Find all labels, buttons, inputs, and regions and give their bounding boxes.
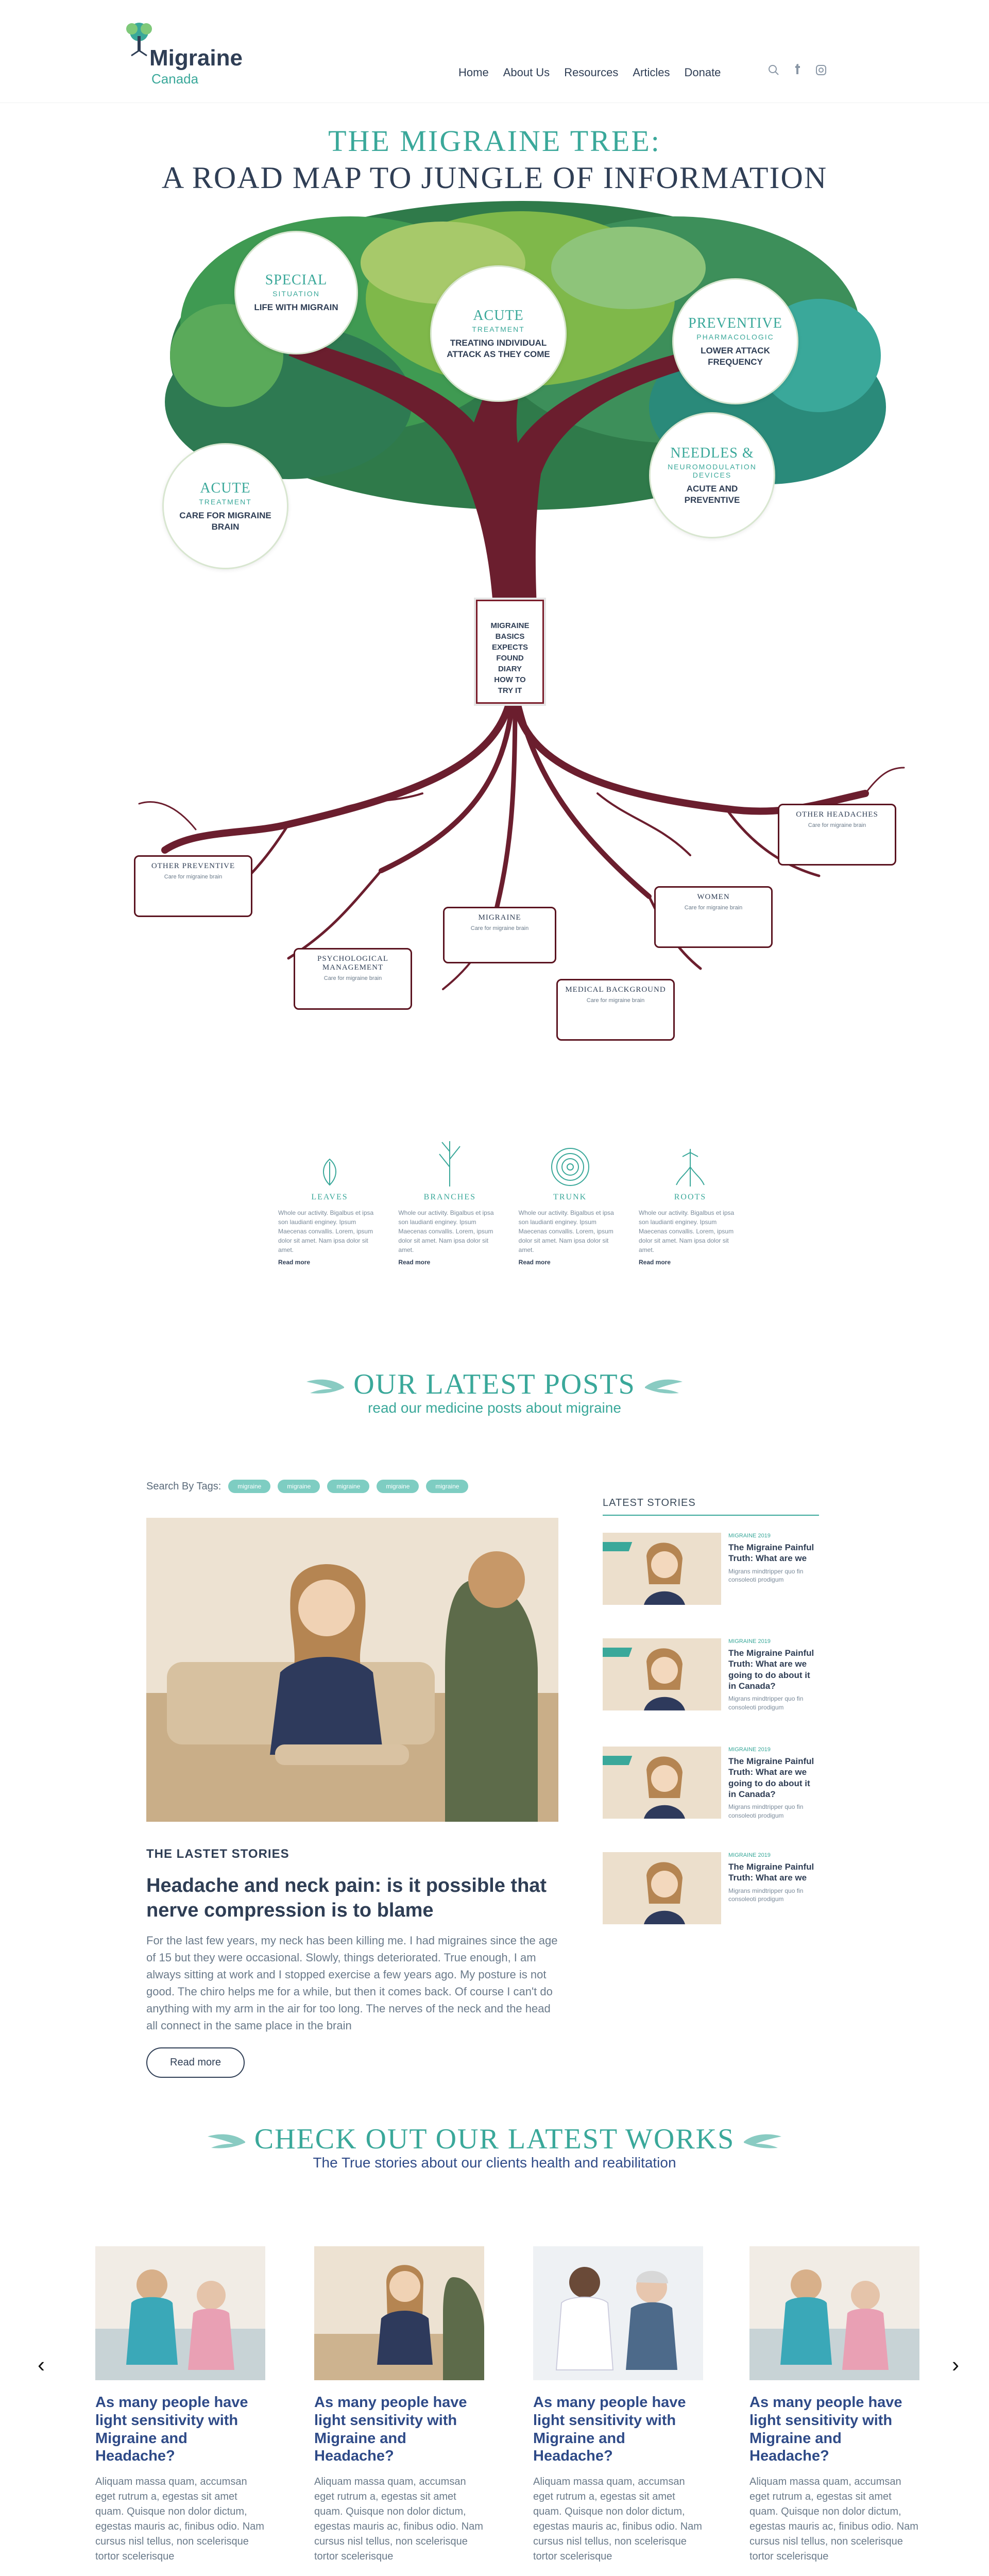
nav-articles[interactable]: Articles [633, 66, 670, 79]
root-migraine[interactable] [443, 907, 556, 963]
migraine-tree [134, 185, 907, 1061]
work-card[interactable] [749, 2246, 919, 2564]
wing-left-icon [205, 2131, 246, 2152]
root-title: MEDICAL BACKGROUND [565, 986, 666, 994]
root-title: OTHER PREVENTIVE [151, 862, 235, 870]
migraine-basics-sign[interactable] [474, 598, 546, 706]
works-title: CHECK OUT OUR LATEST WORKS [254, 2123, 735, 2155]
legend-leaves [278, 1131, 381, 1266]
tag-chip[interactable]: migraine [377, 1480, 419, 1493]
root-title: MIGRAINE [478, 913, 521, 922]
story-ribbon [603, 1648, 632, 1657]
posts-title: OUR LATEST POSTS [353, 1368, 636, 1400]
posts-heading [0, 1368, 989, 1416]
legend-read-more[interactable]: Read more [278, 1259, 311, 1266]
legend-desc: Whole our activity. Bigalbus et ipsa son laudianti enginey. Ipsum Maecenas convallis. Lorem, ipsum dolor sit amet. Nam ipsa dolor sit amet. [398, 1209, 494, 1253]
story-ribbon [603, 1542, 632, 1551]
root-desc: Care for migraine brain [323, 975, 382, 981]
bubble-special-situation[interactable] [234, 231, 358, 354]
story-item[interactable] [603, 1852, 819, 1924]
latest-stories-title: LATEST STORIES [603, 1497, 696, 1509]
story-item[interactable] [603, 1638, 819, 1710]
bubble-acute-treatment[interactable] [430, 265, 567, 402]
bubble-sub: TREATMENT [199, 498, 252, 506]
tag-filter [146, 1480, 468, 1493]
bubble-desc: TREATING INDIVIDUAL ATTACK AS THEY COME [447, 338, 550, 359]
story-date: MIGRAINE 2019 [728, 1747, 771, 1753]
bubble-desc: ACUTE AND PREVENTIVE [684, 484, 740, 505]
roots-icon [672, 1146, 708, 1188]
story-desc: Migrans mindtripper quo fin consoleoti prodigum [728, 1803, 804, 1819]
header-icons [768, 64, 827, 76]
tree-title-line1: THE MIGRAINE TREE: [328, 124, 661, 158]
bubble-title: SPECIAL [265, 272, 328, 289]
sign-line: EXPECTS [491, 643, 528, 652]
trunk-icon [550, 1146, 591, 1188]
root-women[interactable] [654, 886, 773, 948]
story-title: The Migraine Painful Truth: What are we [728, 1543, 814, 1564]
bubble-acute-care[interactable] [162, 443, 288, 569]
bubble-title: PREVENTIVE [688, 315, 782, 332]
legend-trunk [519, 1131, 622, 1266]
story-thumb [603, 1533, 721, 1605]
bubble-needles[interactable] [649, 412, 775, 538]
posts-subtitle: read our medicine posts about migraine [368, 1400, 621, 1416]
tree-title [0, 124, 989, 196]
legend-title: TRUNK [553, 1193, 587, 1201]
tag-chip[interactable]: migraine [426, 1480, 468, 1493]
wing-right-icon [743, 2131, 784, 2152]
work-card[interactable] [95, 2246, 265, 2564]
story-item[interactable] [603, 1533, 819, 1605]
story-thumb [603, 1852, 721, 1924]
work-card[interactable] [314, 2246, 484, 2564]
story-title: The Migraine Painful Truth: What are we going to do about it in Canada? [728, 1756, 814, 1799]
work-card[interactable] [533, 2246, 703, 2564]
feature-kicker: THE LASTET STORIES [146, 1847, 289, 1861]
legend-branches [398, 1131, 501, 1266]
root-title: WOMEN [697, 893, 730, 901]
work-card-image [314, 2246, 484, 2380]
root-desc: Care for migraine brain [684, 905, 743, 911]
work-card-text: Aliquam massa quam, accumsan eget rutrum a, egestas sit amet quam. Quisque non dolor dictum, egestas mauris ac, finibus odio. Nam cursus nisl tellus, non scelerisque tortor scelerisque [749, 2476, 918, 2563]
feature-read-more-button[interactable]: Read more [146, 2047, 245, 2078]
feature-post [146, 1847, 558, 2078]
bubble-sub: NEUROMODULATION DEVICES [668, 463, 757, 480]
bubble-desc: CARE FOR MIGRAINE BRAIN [179, 511, 271, 532]
root-medical-background[interactable] [556, 979, 675, 1041]
bubble-sub: TREATMENT [472, 325, 525, 334]
search-icon[interactable] [768, 64, 780, 76]
root-desc: Care for migraine brain [164, 874, 223, 880]
story-item[interactable] [603, 1747, 819, 1819]
sign-line: HOW TO [494, 675, 526, 684]
wing-left-icon [304, 1377, 345, 1397]
root-other-headaches[interactable] [778, 804, 896, 866]
legend-title: BRANCHES [423, 1193, 476, 1201]
legend-read-more[interactable]: Read more [638, 1259, 671, 1266]
work-card-title: As many people have light sensitivity with Migraine and Headache? [95, 2394, 248, 2465]
work-card-image [533, 2246, 703, 2380]
legend-desc: Whole our activity. Bigalbus et ipsa son laudianti enginey. Ipsum Maecenas convallis. Lorem, ipsum dolor sit amet. Nam ipsa dolor sit amet. [278, 1209, 374, 1253]
tag-filter-label: Search By Tags: [146, 1480, 221, 1492]
bubble-sub: PHARMACOLOGIC [696, 333, 774, 342]
story-title: The Migraine Painful Truth: What are we going to do about it in Canada? [728, 1648, 814, 1691]
work-card-text: Aliquam massa quam, accumsan eget rutrum a, egestas sit amet quam. Quisque non dolor dictum, egestas mauris ac, finibus odio. Nam cursus nisl tellus, non scelerisque tortor scelerisque [95, 2476, 264, 2563]
bubble-title: NEEDLES & [670, 445, 754, 462]
bubble-preventive[interactable] [672, 278, 798, 404]
root-desc: Care for migraine brain [808, 822, 866, 828]
work-card-image [749, 2246, 919, 2380]
sign-line: MIGRAINE [490, 621, 530, 630]
legend-read-more[interactable]: Read more [398, 1259, 431, 1266]
bubble-desc: LIFE WITH MIGRAIN [254, 302, 338, 313]
root-psychological[interactable] [294, 948, 412, 1010]
wing-right-icon [644, 1377, 685, 1397]
tree-title-line2: A ROAD MAP TO JUNGLE OF INFORMATION [161, 161, 828, 195]
sign-line: FOUND [496, 654, 524, 663]
branch-icon [432, 1136, 468, 1188]
story-date: MIGRAINE 2019 [728, 1638, 771, 1645]
nav-resources[interactable]: Resources [564, 66, 619, 79]
story-desc: Migrans mindtripper quo fin consoleoti prodigum [728, 1887, 804, 1903]
story-ribbon [603, 1756, 632, 1765]
nav-donate[interactable]: Donate [684, 66, 721, 79]
story-thumb [603, 1638, 721, 1710]
instagram-icon[interactable] [815, 64, 827, 76]
feature-title[interactable]: Headache and neck pain: is it possible that nerve compression is to blame [146, 1875, 547, 1921]
tag-chip[interactable]: migraine [327, 1480, 369, 1493]
story-date: MIGRAINE 2019 [728, 1852, 771, 1858]
bubble-desc: LOWER ATTACK FREQUENCY [701, 346, 770, 367]
root-desc: Care for migraine brain [470, 925, 529, 931]
work-card-image [95, 2246, 265, 2380]
main-nav [458, 66, 721, 79]
feature-photo [146, 1518, 558, 1822]
sign-line: TRY IT [498, 686, 522, 695]
latest-stories-divider [603, 1515, 819, 1516]
facebook-icon[interactable] [791, 64, 804, 76]
work-card-text: Aliquam massa quam, accumsan eget rutrum a, egestas sit amet quam. Quisque non dolor dictum, egestas mauris ac, finibus odio. Nam cursus nisl tellus, non scelerisque tortor scelerisque [533, 2476, 702, 2563]
work-card-text: Aliquam massa quam, accumsan eget rutrum a, egestas sit amet quam. Quisque non dolor dictum, egestas mauris ac, finibus odio. Nam cursus nisl tellus, non scelerisque tortor scelerisque [314, 2476, 483, 2563]
story-desc: Migrans mindtripper quo fin consoleoti prodigum [728, 1695, 804, 1711]
tree-legend [278, 1131, 742, 1266]
legend-roots [639, 1131, 742, 1266]
legend-desc: Whole our activity. Bigalbus et ipsa son laudianti enginey. Ipsum Maecenas convallis. Lorem, ipsum dolor sit amet. Nam ipsa dolor sit amet. [638, 1209, 735, 1253]
work-card-title: As many people have light sensitivity with Migraine and Headache? [749, 2394, 902, 2465]
work-card-title: As many people have light sensitivity with Migraine and Headache? [533, 2394, 686, 2465]
leaf-icon [317, 1157, 343, 1188]
root-title: PSYCHOLOGICAL MANAGEMENT [317, 955, 388, 972]
works-subtitle: The True stories about our clients health and reabilitation [313, 2155, 676, 2171]
story-thumb [603, 1747, 721, 1819]
nav-home[interactable]: Home [458, 66, 489, 79]
sign-line: BASICS [495, 632, 525, 641]
story-desc: Migrans mindtripper quo fin consoleoti prodigum [728, 1567, 804, 1584]
legend-read-more[interactable]: Read more [518, 1259, 551, 1266]
brand-sub: Canada [151, 71, 199, 87]
logo[interactable] [124, 21, 258, 88]
tag-chip[interactable]: migraine [278, 1480, 320, 1493]
sign-line: DIARY [498, 665, 522, 673]
bubble-sub: SITUATION [272, 290, 320, 298]
works-prev-arrow[interactable]: ‹ [38, 2352, 45, 2377]
nav-about[interactable]: About Us [503, 66, 550, 79]
legend-desc: Whole our activity. Bigalbus et ipsa son laudianti enginey. Ipsum Maecenas convallis. Lorem, ipsum dolor sit amet. Nam ipsa dolor sit amet. [518, 1209, 614, 1253]
tag-chip[interactable]: migraine [228, 1480, 270, 1493]
legend-title: LEAVES [311, 1193, 348, 1201]
works-heading [0, 2123, 989, 2171]
story-title: The Migraine Painful Truth: What are we [728, 1862, 814, 1883]
root-other-preventive[interactable] [134, 855, 252, 917]
works-next-arrow[interactable]: › [952, 2352, 959, 2377]
site-header [0, 0, 989, 103]
story-date: MIGRAINE 2019 [728, 1533, 771, 1539]
feature-text: For the last few years, my neck has been killing me. I had migraines since the age of 15 but they were occasional. Slowly, things deteriorated. True enough, I am always sitting at work and I stopped exercise a few years ago. My posture is not good. The chiro helps me for a while, but then it comes back. Of course I can't do anything with my arm in the air for too long. The nerves of the neck and the head all connect in the same place in the brain [146, 1934, 558, 2032]
brand-name: Migraine [149, 45, 243, 71]
bubble-title: ACUTE [200, 480, 251, 497]
feature-post-image[interactable] [146, 1518, 558, 1822]
root-desc: Care for migraine brain [586, 997, 645, 1004]
root-title: OTHER HEADACHES [796, 810, 878, 819]
legend-title: ROOTS [674, 1193, 707, 1201]
bubble-title: ACUTE [473, 308, 524, 324]
work-card-title: As many people have light sensitivity with Migraine and Headache? [314, 2394, 467, 2465]
